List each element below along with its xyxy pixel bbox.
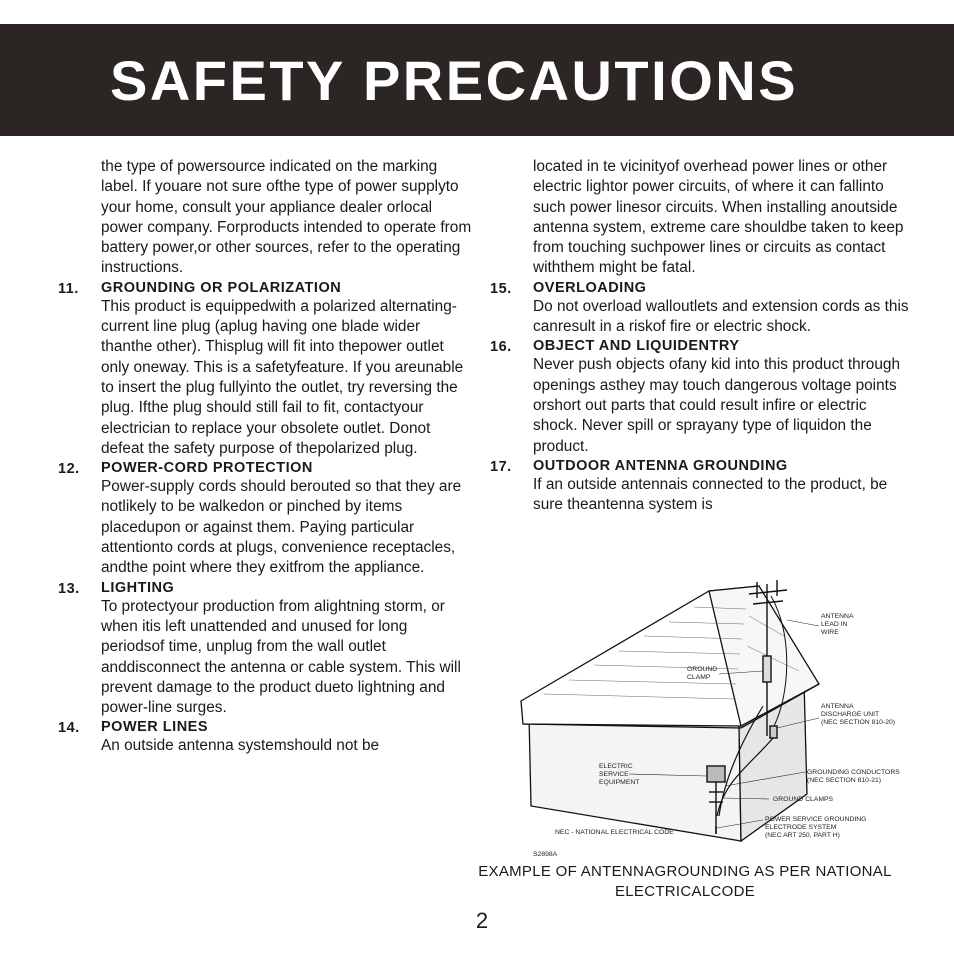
label-grounding-conductors-2: (NEC SECTION 810-21) [807,777,882,784]
continued-paragraph: the type of powersource indicated on the marking label. If youare not sure ofthe type of power supplyto your home, consult your appliance dealer orlocal power company. Forproducts intended to operate from battery power,or other sources, refer to the operating instructions. [101,158,472,277]
left-column [58,157,473,757]
section-body: This product is equippedwith a polarized alternating-current line plug (aplug having one blade wider thanthe other). Thisplug will fit into thepower outlet only oneway. This is a safetyfeature. If you areunable to insert the plug fullyinto the outlet, try reversing the plug. Ifthe plug should still fail to fit, contactyour electrician to replace your obsolete outlet. Donot defeat the safety purpose of thepolarized plug. [101,297,464,457]
section-heading: OBJECT AND LIQUIDENTRY [533,338,740,355]
label-nec: NEC - NATIONAL ELECTRICAL CODE [555,829,674,836]
section-14 [58,718,473,756]
label-ground-clamp-2: CLAMP [687,674,711,681]
section-number: 17. [490,458,512,475]
continued-paragraph: located in te vicinityof overhead power lines or other electric lightor power circuits, of where it can fallinto such power linesor circuits. When installing anoutside antenna system, extreme care shouldbe taken to keep from touching suchpower lines or circuits as contact withthem might be fatal. [533,158,904,277]
section-number: 14. [58,720,80,737]
section-body: Do not overload walloutlets and extension cords as this canresult in a riskof fire or electric shock. [533,297,909,336]
section-15 [490,279,910,338]
label-antenna-lead-3: WIRE [821,629,839,636]
antenna-grounding-diagram [519,576,909,863]
section-17 [490,457,910,516]
section-heading: POWER-CORD PROTECTION [101,460,313,477]
section-body: If an outside antennais connected to the product, be sure theantenna system is [533,475,888,514]
section-heading: OUTDOOR ANTENNA GROUNDING [533,457,788,474]
label-ground-clamps: GROUND CLAMPS [773,796,834,803]
section-body: Never push objects ofany kid into this product through openings asthey may touch dangerous voltage points orshort out parts that could result infire or electric shock. Never spill or sprayany type of liquidon the product. [533,356,901,455]
label-grounding-electrode-2: ELECTRODE SYSTEM [765,824,837,831]
label-grounding-electrode-3: (NEC ART 250, PART H) [765,832,840,839]
section-number: 16. [490,339,512,356]
right-column [490,157,910,515]
label-antenna-lead: ANTENNA [821,613,854,620]
section-number: 11. [58,280,79,297]
label-electric-service: ELECTRIC [599,763,633,770]
figure-caption: EXAMPLE OF ANTENNAGROUNDING AS PER NATIONAL ELECTRICALCODE [478,863,892,900]
label-grounding-conductors: GROUNDING CONDUCTORS [807,769,900,776]
section-16 [490,337,910,456]
section-11 [58,279,473,459]
section-heading: POWER LINES [101,719,209,736]
label-figure-code: S2898A [533,851,558,858]
section-12 [58,459,473,578]
section-body: To protectyour production from alightning storm, or when itis left unattended and unused for long periodsof time, unplug from the wall outlet anddisconnect the antenna or cable system. This will prevent damage to the product dueto lightning and power-line surges. [101,597,461,717]
page-title: SAFETY PRECAUTIONS [110,49,799,112]
label-electric-service-3: EQUIPMENT [599,779,640,786]
label-ground-clamp: GROUND [687,666,718,673]
section-number: 12. [58,461,80,478]
section-number: 13. [58,580,80,597]
label-grounding-electrode: POWER SERVICE GROUNDING [765,816,867,823]
label-discharge-unit: ANTENNA [821,703,854,710]
section-heading: LIGHTING [101,579,175,596]
diagram-drawing [519,576,909,863]
section-heading: OVERLOADING [533,279,647,296]
label-antenna-lead-2: LEAD IN [821,621,848,628]
section-13 [58,579,473,719]
section-body: Power-supply cords should berouted so that they are notlikely to be walkedon or pinched by items placedupon or against them. Paying particular attentionto cords at plugs, convenience receptacles, andthe point where they exitfrom the appliance. [101,478,462,577]
page-number: 2 [475,908,489,933]
label-discharge-unit-2: DISCHARGE UNIT [821,711,880,718]
label-electric-service-2: SERVICE [599,771,629,778]
section-body: An outside antenna systemshould not be [101,737,380,755]
section-number: 15. [490,280,512,297]
label-discharge-unit-3: (NEC SECTION 810-20) [821,719,896,726]
section-heading: GROUNDING OR POLARIZATION [101,279,342,296]
